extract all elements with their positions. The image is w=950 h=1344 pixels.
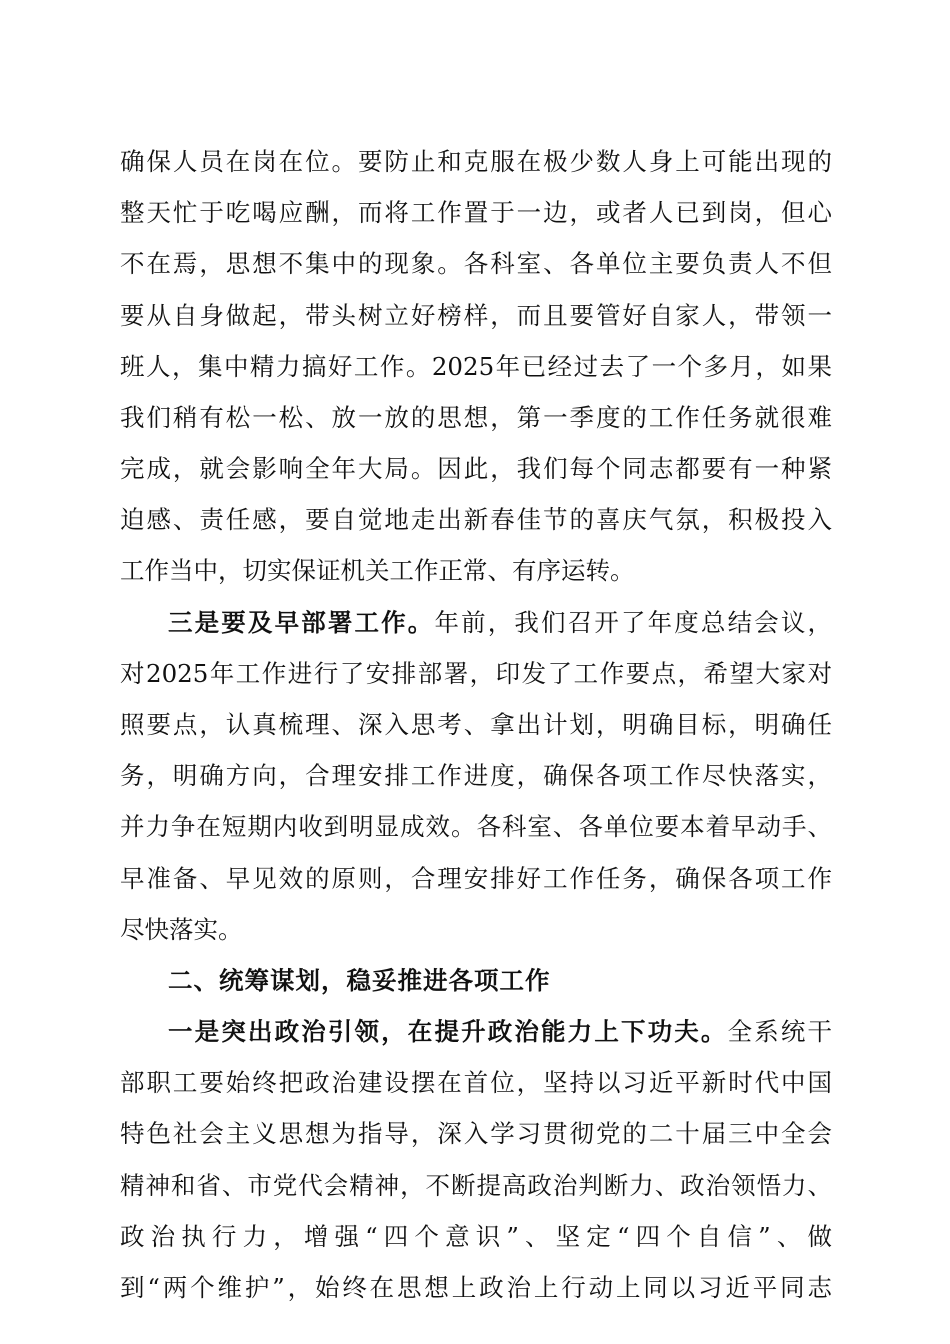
paragraph-first-line [168, 1016, 832, 1048]
body-text-line: 精神和省、市党代会精神，不断提高政治判断力、政治领悟力、 [120, 1170, 832, 1200]
body-text-line: 确保人员在岗在位。要防止和克服在极少数人身上可能出现的 [120, 147, 832, 176]
body-text-line: 到“两个维护”，始终在思想上政治上行动上同以习近平同志 [120, 1273, 832, 1302]
paragraph-lead: 三是要及早部署工作。 [168, 607, 435, 637]
body-text-line: 完成，就会影响全年大局。因此，我们每个同志都要有一种紧 [120, 454, 832, 484]
paragraph-text: 全系统干 [727, 1017, 832, 1047]
body-text-line: 对2025年工作进行了安排部署，印发了工作要点，希望大家对 [120, 658, 832, 688]
body-text-line: 迫感、责任感，要自觉地走出新春佳节的喜庆气氛，积极投入 [120, 505, 832, 535]
body-text-line: 并力争在短期内收到明显成效。各科室、各单位要本着早动手、 [120, 812, 832, 842]
section-heading: 二、统筹谋划，稳妥推进各项工作 [168, 965, 551, 995]
body-text-line: 工作当中，切实保证机关工作正常、有序运转。 [120, 556, 635, 586]
paragraph-first-line [168, 607, 832, 639]
body-text-line: 务，明确方向，合理安排工作进度，确保各项工作尽快落实， [120, 761, 832, 791]
body-text-line: 部职工要始终把政治建设摆在首位，坚持以习近平新时代中国 [120, 1068, 832, 1098]
body-text-line: 政治执行力，增强“四个意识”、坚定“四个自信”、做 [120, 1221, 832, 1251]
body-text-line: 整天忙于吃喝应酬，而将工作置于一边，或者人已到岗，但心 [120, 198, 832, 228]
body-text-line: 班人，集中精力搞好工作。2025年已经过去了一个多月，如果 [120, 351, 832, 381]
body-text-line: 我们稍有松一松、放一放的思想，第一季度的工作任务就很难 [120, 402, 832, 432]
body-text-line: 不在焉，思想不集中的现象。各科室、各单位主要负责人不但 [120, 249, 832, 279]
body-text-line: 尽快落实。 [120, 914, 243, 944]
paragraph-lead: 一是突出政治引领，在提升政治能力上下功夫。 [168, 1017, 728, 1047]
body-text-line: 照要点，认真梳理、深入思考、拿出计划，明确目标，明确任 [120, 710, 832, 739]
paragraph-text: 年前，我们召开了年度总结会议， [434, 607, 833, 637]
body-text-line: 要从自身做起，带头树立好榜样，而且要管好自家人，带领一 [120, 300, 832, 330]
body-text-line: 特色社会主义思想为指导，深入学习贯彻党的二十届三中全会 [120, 1119, 832, 1149]
body-text-line: 早准备、早见效的原则，合理安排好工作任务，确保各项工作 [120, 863, 832, 893]
